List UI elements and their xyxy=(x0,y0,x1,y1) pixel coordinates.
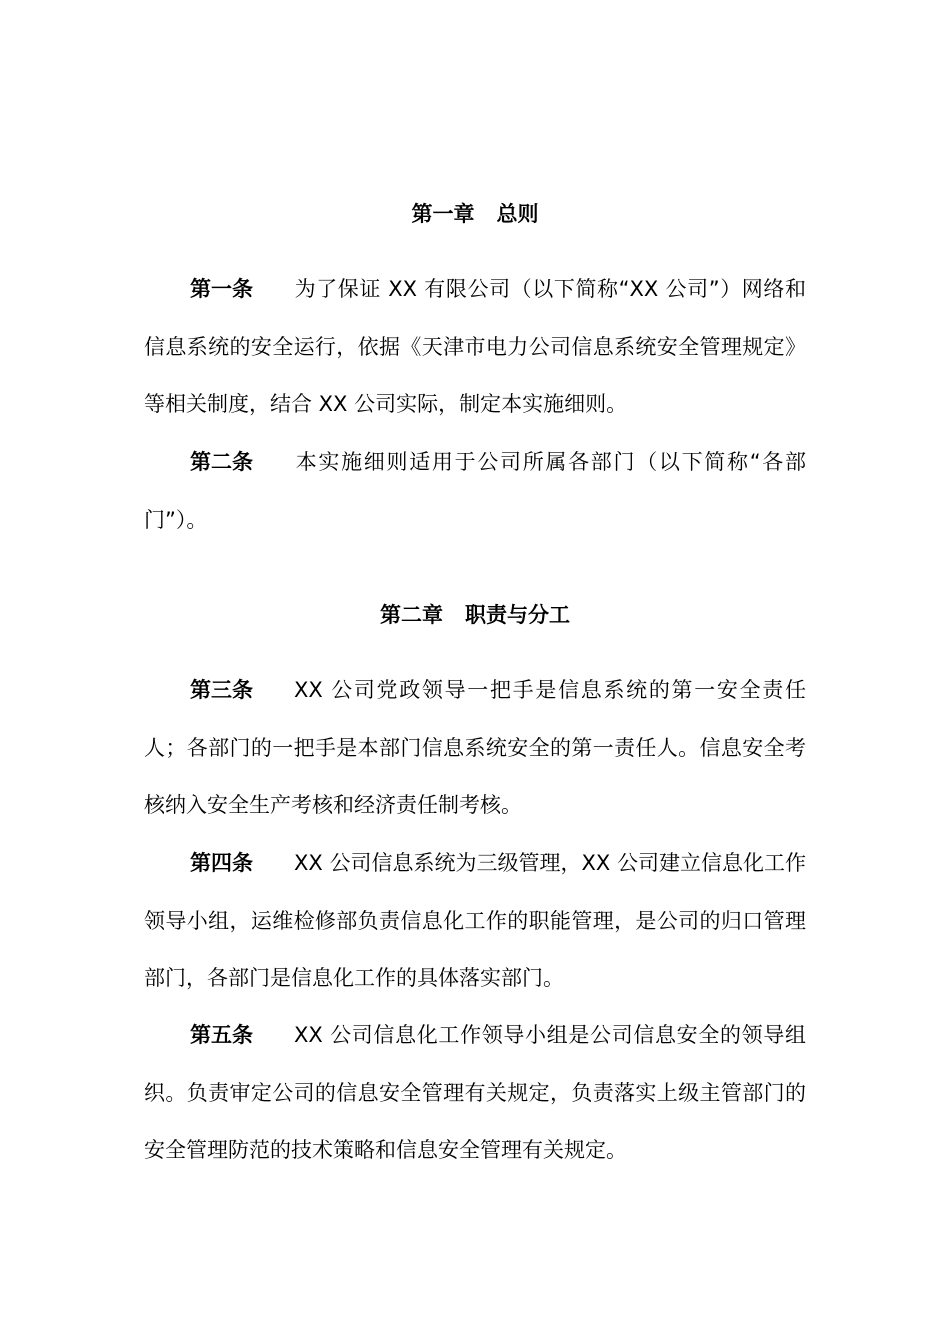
article-5 xyxy=(144,1007,806,1180)
article-4 xyxy=(144,835,806,1008)
article-3-label: 第三条 xyxy=(190,678,253,702)
article-5-label: 第五条 xyxy=(190,1023,253,1047)
chapter-1-title: 总则 xyxy=(496,202,539,226)
article-1-text: 为了保证 XX 有限公司（以下简称“XX 公司”）网络和信息系统的安全运行，依据《天津市电力公司信息系统安全管理规定》等相关制度，结合 XX 公司实际，制定本实施细则。 xyxy=(144,277,806,416)
chapter-2-heading xyxy=(0,600,950,630)
chapter-2-title: 职责与分工 xyxy=(465,603,570,627)
article-2 xyxy=(144,434,806,549)
chapter-1-label: 第一章 xyxy=(411,202,475,226)
article-1 xyxy=(144,261,806,434)
article-3-text: XX 公司党政领导一把手是信息系统的第一安全责任人；各部门的一把手是本部门信息系统安全的第一责任人。信息安全考核纳入安全生产考核和经济责任制考核。 xyxy=(144,678,806,817)
article-2-label: 第二条 xyxy=(190,450,253,474)
chapter-2-label: 第二章 xyxy=(380,603,443,627)
article-5-text: XX 公司信息化工作领导小组是公司信息安全的领导组织。负责审定公司的信息安全管理有关规定，负责落实上级主管部门的安全管理防范的技术策略和信息安全管理有关规定。 xyxy=(144,1023,806,1162)
article-3 xyxy=(144,662,806,835)
article-1-label: 第一条 xyxy=(190,277,253,301)
article-4-text: XX 公司信息系统为三级管理，XX 公司建立信息化工作领导小组，运维检修部负责信息化工作的职能管理，是公司的归口管理部门，各部门是信息化工作的具体落实部门。 xyxy=(144,851,806,990)
chapter-1-heading xyxy=(0,199,950,229)
article-4-label: 第四条 xyxy=(190,851,253,875)
article-2-text: 本实施细则适用于公司所属各部门（以下简称“各部门”）。 xyxy=(144,450,806,532)
